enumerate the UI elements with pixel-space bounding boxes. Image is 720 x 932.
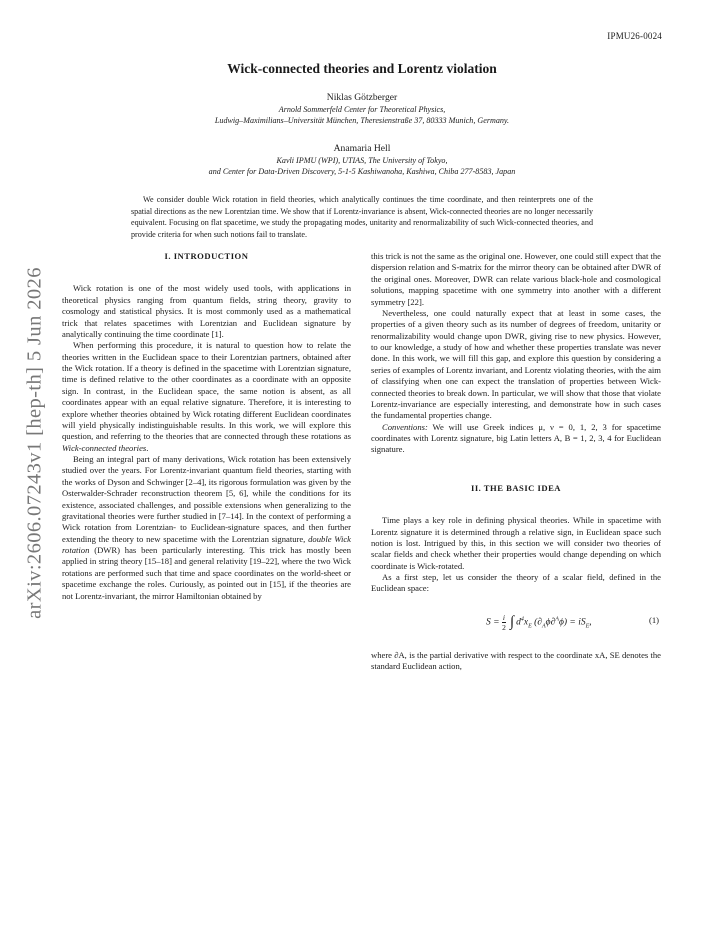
emphasis-text: double Wick rotation [62, 533, 351, 555]
arxiv-sidebar [10, 238, 60, 648]
paragraph-text: When performing this procedure, it is natural to question how to relate the theories written in the Euclidean space to their Lorentzian partners, obtained after the Wick rotation. If a theory is defined in the spacetime with Lorentzian signature, time is defined relative to the other coordinates as a coordinate with an opposite sign. In contrast, in the Euclidean space, the same notion is absent, as all coordinates appear with an equal relative signature. Therefore, it is interesting to explore whether theories obtained by Wick rotating different Euclidean coordinates will yield physically indistinguishable results. In this work, we will explore this question, and referring to the theories that are connected through these rotations as [62, 340, 351, 442]
author-name: Anamaria Hell [333, 143, 391, 154]
paragraph [62, 340, 351, 454]
equation-1 [371, 604, 661, 644]
paragraph: As a first step, let us consider the theory of a scalar field, defined in the Euclidean space: [371, 572, 661, 594]
affiliation-line: Ludwig–Maximilians–Universität München, Theresienstraße 37, 80333 Munich, Germany. [214, 116, 510, 126]
paragraph [371, 422, 661, 456]
paragraph-text: . [146, 442, 149, 453]
paragraph [62, 454, 351, 602]
paragraph: Wick rotation is one of the most widely used tools, with applications in theoretical physics ranging from quantum fields, string theory, gravity to cosmology and statistical physics. It is most commonly used as a mathematical trick that relates spacetimes with Lorentzian and Euclidean signature by analytically continuing the time coordinate [1]. [62, 283, 351, 339]
affiliation-line: Kavli IPMU (WPI), UTIAS, The University of Tokyo, [276, 156, 448, 165]
affiliation-line: and Center for Data-Driven Discovery, 5-1-5 Kashiwanoha, Kashiwa, Chiba 277-8583, Japan [208, 167, 516, 177]
paragraph: where ∂A, is the partial derivative with respect to the coordinate xA, SE denotes the standard Euclidean action, [371, 649, 661, 672]
left-column [62, 251, 351, 602]
section-heading: II. THE BASIC IDEA [470, 482, 562, 493]
report-number: IPMU26-0024 [607, 31, 662, 41]
emphasis-text: Wick-connected theories [62, 442, 147, 453]
conventions-label: Conventions: [382, 421, 428, 432]
paragraph: Time plays a key role in defining physical theories. While in spacetime with Lorentz signature it is determined through a relative sign, in Euclidean space such notion is lost. Intrigued by this, in this section we will consider two theories of scalar fields and check whether their properties would change depending on which coordinate is Wick-rotated. [371, 515, 661, 571]
affiliation-line: Arnold Sommerfeld Center for Theoretical Physics, [278, 105, 446, 114]
right-column [371, 251, 661, 673]
paragraph: Nevertheless, one could naturally expect that at least in some cases, the properties of a given theory such as its number of degrees of freedom, unitarity or renormalizability would change upon DWR, giving rise to new physics. However, to our knowledge, a study of how and whether these properties translate was never done. In this work, we will fill this gap, and explore this question by considering a series of examples of Lorentz invariant, and Lorentz violating theories, with the aim of classifying when one can expect the translation of properties between Wick-connected theories to break down. In particular, we will show that those that violate Lorentz-invariance are especially interesting, and demonstrate how in such cases the fundamental properties change. [371, 307, 661, 421]
fraction: $\frac{i}{2}$ [502, 612, 506, 632]
paragraph-text: (DWR) has been particularly interesting. This trick has mostly been applied in string theory [15–18] and general relativity [19–22], where the two Wick rotations are performed such that time and space coordinates on the world-sheet or spacetime exchange the roles. Curiously, as pointed out in [15], if the theories are not Lorentz-invariant, the mirror Hamiltonian obtained by [62, 545, 351, 601]
arxiv-stamp: arXiv:2606.07243v1 [hep-th] 5 Jun 2026 [23, 267, 46, 619]
integral-sign: ∫ [510, 613, 515, 630]
abstract: We consider double Wick rotation in field theories, which analytically continues the time coordinate, and then reinterprets one of the spatial directions as the new Lorentzian time. We show that if Lorentz-invariance is absent, Wick-connected theories are no longer necessarily equivalent. Focusing on flat spacetime, we study the propagating modes, unitarity and renormalizability of such Wick-connected theories, and provide criteria for when such notions fail to translate. [131, 195, 593, 239]
paper-title: Wick-connected theories and Lorentz violation [227, 61, 497, 76]
equation-body: S = $\frac{i}{2}$ ∫ $d^4x_E$ $(\partial_A\phi\partial^A\phi) = iS_E$, [486, 612, 592, 632]
paragraph-text: We will use Greek indices μ, ν = 0, 1, 2, 3 for spacetime coordinates with Lorentz signature, big Latin letters A, B = 1, 2, 3, 4 for Euclidean signature. [371, 421, 661, 455]
paragraph: this trick is not the same as the original one. However, one could still expect that the dispersion relation and S-matrix for the mirror theory can be obtained after DWR of the original ones. Moreover, DWR can relate various black-hole and cosmological solutions, mapping spacetime with one symmetry into another with a different symmetry [22]. [371, 251, 661, 307]
equation-number: (1) [648, 614, 659, 625]
author-affiliation [62, 155, 662, 178]
author-affiliation [62, 104, 662, 127]
section-heading: I. INTRODUCTION [164, 251, 249, 261]
paragraph-text: Being an integral part of many derivations, Wick rotation has been extensively studied over the years. For Lorentz-invariant quantum field theories, starting with the works of Dyson and Schwinger [2–4], its rigorous formulation was given by the Osterwalder-Schrader reconstruction theorem [5, 6], while the conditions for its existence, associated challenges, and possible extensions when generalizing to the gravitational theories were further studied in [7–14]. In the context of performing a Wick rotation from Lorentzian- to Euclidean-signature spaces, and then further extending the theory to new spacetime with the Lorentzian signature, [62, 454, 351, 544]
author-name: Niklas Götzberger [326, 92, 398, 103]
